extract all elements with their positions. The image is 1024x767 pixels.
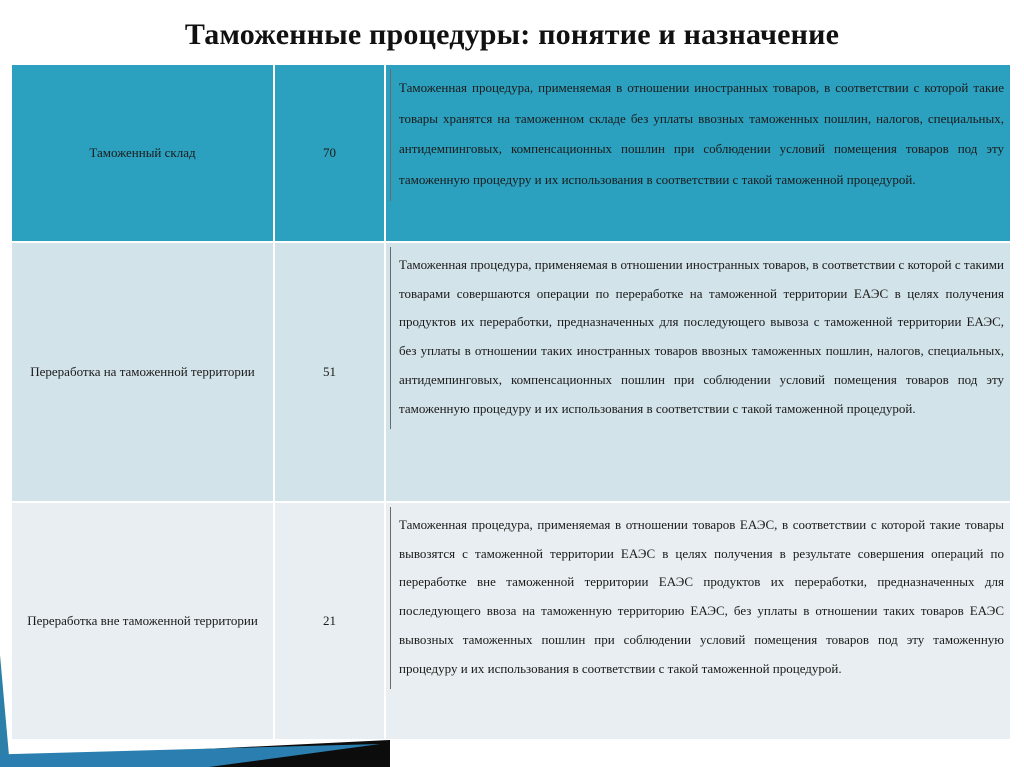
decorative-corner-stripe [0,655,10,767]
procedure-code: 21 [274,502,385,740]
table-row [11,502,1011,740]
procedure-name: Таможенный склад [11,64,274,242]
procedure-description-cell [385,242,1011,502]
procedure-code: 51 [274,242,385,502]
table-row [11,242,1011,502]
procedure-code: 70 [274,64,385,242]
procedure-description-cell [385,64,1011,242]
table-row [11,64,1011,242]
procedure-description: Таможенная процедура, применяемая в отношении иностранных товаров, в соответствии с которой с такими товарами совершаются операции по переработке на таможенной территории ЕАЭС в целях получения продуктов их переработки, предназначенных для последующего вывоза с таможенной территории ЕАЭС, без уплаты в отношении таких иностранных товаров ввозных таможенных пошлин, налогов, специальных, антидемпинговых, компенсационных пошлин при соблюдении условий помещения товаров под эту таможенную процедуру и их использования в соответствии с такой таможенной процедурой. [390,247,1006,429]
page-title: Таможенные процедуры: понятие и назначение [184,18,840,51]
procedure-name: Переработка на таможенной территории [11,242,274,502]
procedure-description: Таможенная процедура, применяемая в отношении товаров ЕАЭС, в соответствии с которой такие товары вывозятся с таможенной территории ЕАЭС в целях получения в результате совершения операций по переработке вне таможенной территории ЕАЭС продуктов их переработки, предназначенных для последующего ввоза на таможенную территорию ЕАЭС, без уплаты в отношении таких товаров ЕАЭС вывозных таможенных пошлин при соблюдении условий помещения товаров под эту таможенную процедуру и их использования в соответствии с такой таможенной процедурой. [390,507,1006,689]
procedures-table [10,63,1012,741]
procedure-description-cell [385,502,1011,740]
procedure-name: Переработка вне таможенной территории [11,502,274,740]
procedure-description: Таможенная процедура, применяемая в отношении иностранных товаров, в соответствии с которой такие товары хранятся на таможенном складе без уплаты ввозных таможенных пошлин, налогов, специальных, антидемпинговых, компенсационных пошлин при соблюдении условий помещения товаров под эту таможенную процедуру и их использования в соответствии с такой таможенной процедурой. [390,69,1006,201]
